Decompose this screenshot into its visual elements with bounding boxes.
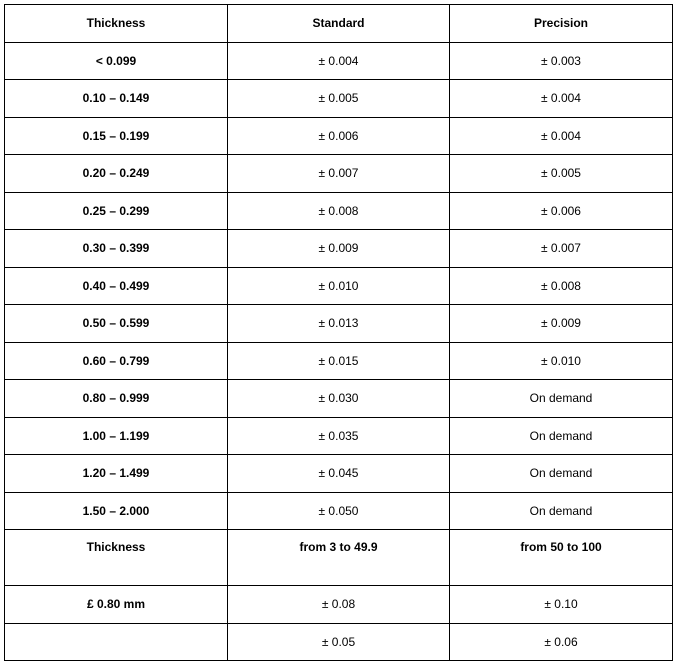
precision-cell: ± 0.010	[450, 342, 673, 380]
range-2-cell: ± 0.06	[450, 623, 673, 661]
thickness-cell: 1.20 – 1.499	[5, 455, 228, 493]
header2-range-2: from 50 to 100	[450, 530, 673, 586]
table-row	[5, 230, 673, 268]
thickness-cell: £ 0.80 mm	[5, 586, 228, 624]
table-header-row-2	[5, 530, 673, 586]
precision-cell: ± 0.004	[450, 117, 673, 155]
precision-cell: On demand	[450, 417, 673, 455]
standard-cell: ± 0.010	[228, 267, 450, 305]
standard-cell: ± 0.008	[228, 192, 450, 230]
standard-cell: ± 0.009	[228, 230, 450, 268]
standard-cell: ± 0.006	[228, 117, 450, 155]
thickness-cell: 1.50 – 2.000	[5, 492, 228, 530]
precision-cell: ± 0.004	[450, 80, 673, 118]
table-row	[5, 305, 673, 343]
precision-cell: ± 0.003	[450, 42, 673, 80]
thickness-cell: 0.25 – 0.299	[5, 192, 228, 230]
table-row	[5, 192, 673, 230]
standard-cell: ± 0.007	[228, 155, 450, 193]
precision-cell: ± 0.005	[450, 155, 673, 193]
standard-cell: ± 0.004	[228, 42, 450, 80]
thickness-cell: 0.15 – 0.199	[5, 117, 228, 155]
table-row	[5, 342, 673, 380]
header-thickness: Thickness	[5, 5, 228, 43]
standard-cell: ± 0.013	[228, 305, 450, 343]
precision-cell: On demand	[450, 455, 673, 493]
table-row	[5, 586, 673, 624]
precision-cell: ± 0.007	[450, 230, 673, 268]
table-row	[5, 117, 673, 155]
precision-cell: ± 0.006	[450, 192, 673, 230]
table-row	[5, 492, 673, 530]
thickness-cell: < 0.099	[5, 42, 228, 80]
table-header-row	[5, 5, 673, 43]
precision-cell: ± 0.008	[450, 267, 673, 305]
table-row	[5, 455, 673, 493]
table-row	[5, 267, 673, 305]
header-standard: Standard	[228, 5, 450, 43]
precision-cell: ± 0.009	[450, 305, 673, 343]
thickness-cell: 0.50 – 0.599	[5, 305, 228, 343]
table-row	[5, 80, 673, 118]
header2-thickness: Thickness	[5, 530, 228, 586]
standard-cell: ± 0.045	[228, 455, 450, 493]
thickness-cell: 0.20 – 0.249	[5, 155, 228, 193]
header-precision: Precision	[450, 5, 673, 43]
thickness-cell: 0.40 – 0.499	[5, 267, 228, 305]
table-row	[5, 42, 673, 80]
standard-cell: ± 0.050	[228, 492, 450, 530]
precision-cell: On demand	[450, 380, 673, 418]
thickness-cell: 1.00 – 1.199	[5, 417, 228, 455]
precision-cell: On demand	[450, 492, 673, 530]
standard-cell: ± 0.005	[228, 80, 450, 118]
thickness-cell	[5, 623, 228, 661]
thickness-cell: 0.10 – 0.149	[5, 80, 228, 118]
header2-range-1: from 3 to 49.9	[228, 530, 450, 586]
thickness-cell: 0.30 – 0.399	[5, 230, 228, 268]
standard-cell: ± 0.015	[228, 342, 450, 380]
thickness-cell: 0.80 – 0.999	[5, 380, 228, 418]
table-row	[5, 417, 673, 455]
thickness-cell: 0.60 – 0.799	[5, 342, 228, 380]
range-1-cell: ± 0.05	[228, 623, 450, 661]
standard-cell: ± 0.035	[228, 417, 450, 455]
range-1-cell: ± 0.08	[228, 586, 450, 624]
table-row	[5, 623, 673, 661]
table-row	[5, 380, 673, 418]
table-row	[5, 155, 673, 193]
range-2-cell: ± 0.10	[450, 586, 673, 624]
tolerance-table	[4, 4, 673, 661]
standard-cell: ± 0.030	[228, 380, 450, 418]
